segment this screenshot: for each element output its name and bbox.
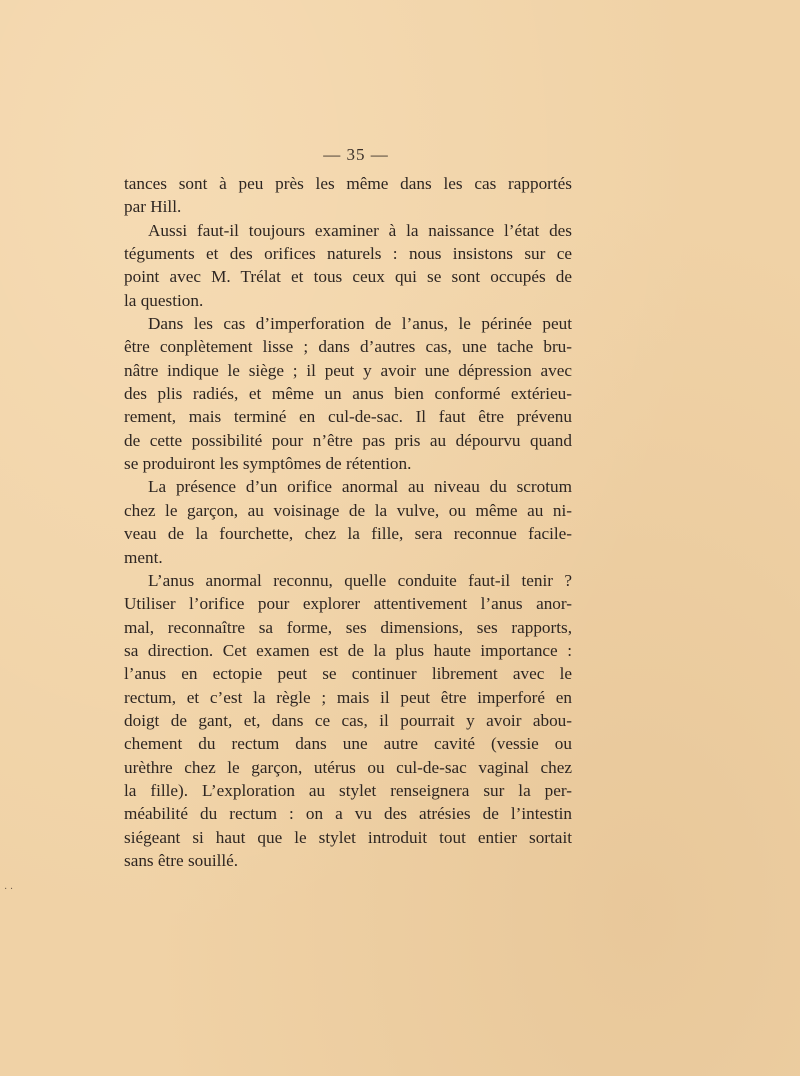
text-line: rement, mais terminé en cul-de-sac. Il faut être prévenu: [124, 407, 572, 427]
text-line: la fille). L’exploration au stylet renseignera sur la per-: [124, 780, 572, 800]
text-line: sa direction. Cet examen est de la plus haute importance :: [124, 640, 572, 660]
text-line: sans être souillé.: [124, 850, 239, 870]
text-line: être conplètement lisse ; dans d’autres cas, une tache bru-: [124, 337, 572, 357]
text-line: Aussi faut-il toujours examiner à la naissance l’état des: [148, 220, 572, 240]
text-line: méabilité du rectum : on a vu des atrésies de l’intestin: [124, 804, 572, 824]
text-line: point avec M. Trélat et tous ceux qui se sont occupés de: [124, 267, 572, 287]
text-line: L’anus anormal reconnu, quelle conduite faut-il tenir ?: [148, 570, 572, 590]
text-line: Utiliser l’orifice pour explorer attentivement l’anus anor-: [124, 594, 572, 614]
page-number: — 35 —: [323, 145, 389, 164]
text-line: par Hill.: [124, 197, 182, 217]
text-line: tances sont à peu près les même dans les cas rapportés: [124, 174, 572, 193]
text-line: l’anus en ectopie peut se continuer librement avec le: [124, 664, 572, 684]
margin-speck: · ·: [4, 884, 14, 895]
text-line: La présence d’un orifice anormal au niveau du scrotum: [148, 477, 572, 497]
text-line: Dans les cas d’imperforation de l’anus, le périnée peut: [148, 314, 572, 334]
text-line: chement du rectum dans une autre cavité (vessie ou: [124, 734, 572, 754]
text-line: nâtre indique le siège ; il peut y avoir une dépression avec: [124, 360, 572, 380]
text-line: chez le garçon, au voisinage de la vulve, ou même au ni-: [124, 500, 572, 520]
text-line: urèthre chez le garçon, utérus ou cul-de-sac vaginal chez: [124, 757, 572, 777]
text-line: la question.: [124, 290, 204, 310]
text-line: rectum, et c’est la règle ; mais il peut être imperforé en: [124, 687, 572, 707]
text-line: ment.: [124, 547, 163, 567]
text-line: se produiront les symptômes de rétention.: [124, 454, 412, 474]
text-line: téguments et des orifices naturels : nous insistons sur ce: [124, 244, 572, 264]
text-line: doigt de gant, et, dans ce cas, il pourrait y avoir abou-: [124, 710, 572, 730]
text-line: de cette possibilité pour n’être pas pris au dépourvu quand: [124, 430, 572, 450]
body-text: [124, 172, 572, 872]
text-line: des plis radiés, et même un anus bien conformé extérieu-: [124, 384, 572, 404]
text-line: mal, reconnaître sa forme, ses dimensions, ses rapports,: [124, 617, 572, 637]
text-line: veau de la fourchette, chez la fille, sera reconnue facile-: [124, 524, 572, 544]
text-line: siégeant si haut que le stylet introduit tout entier sortait: [124, 827, 572, 847]
